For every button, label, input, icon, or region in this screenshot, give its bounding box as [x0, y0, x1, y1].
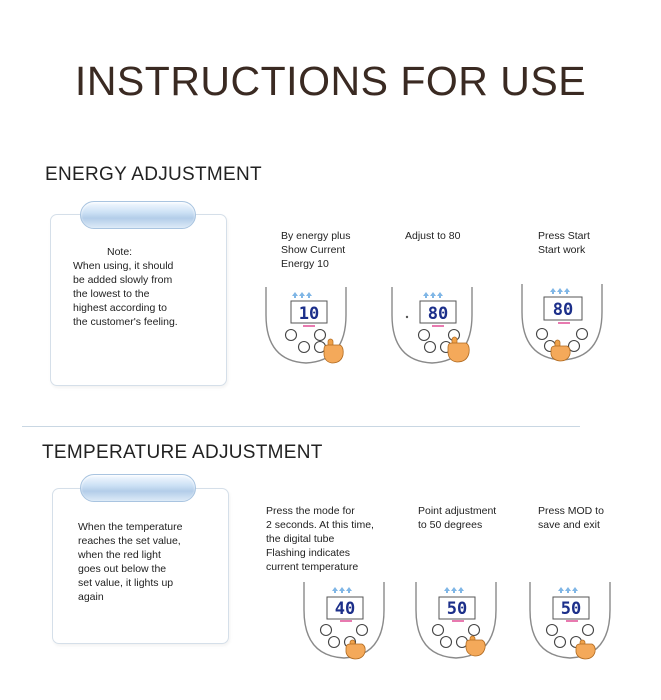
temperature-step-3-text: Press MOD to save and exit: [538, 505, 604, 531]
control-panel-illustration: [414, 582, 498, 660]
energy-note-text: Note: When using, it should be added slowly from the lowest to the highest according to the customer's feeling.: [73, 246, 178, 328]
temperature-note-clip: [80, 474, 196, 502]
energy-step-3-text: Press Start Start work: [538, 230, 590, 256]
indicator-arrows-icon: [550, 288, 570, 294]
temperature-step-1-text: Press the mode for 2 seconds. At this time, the digital tube Flashing indicates current temperature: [266, 505, 374, 573]
indicator-arrows-icon: [332, 587, 352, 593]
energy-device-3: [520, 284, 604, 367]
energy-device-1: [264, 287, 348, 370]
control-panel-illustration: [390, 287, 474, 365]
panel-button-center: [299, 342, 310, 353]
temperature-device-2: [414, 582, 498, 665]
control-panel-illustration: [520, 284, 604, 362]
energy-step-1-text: By energy plus Show Current Energy 10: [281, 230, 351, 270]
indicator-arrows-icon: [444, 587, 464, 593]
section-divider: [22, 426, 580, 427]
control-panel-illustration: [264, 287, 348, 365]
temperature-step-2-text: Point adjustment to 50 degrees: [418, 505, 497, 531]
digital-display: 10: [298, 304, 320, 324]
panel-button-right: [315, 330, 326, 341]
panel-button-left: [286, 330, 297, 341]
digital-display: 50: [560, 599, 582, 619]
digital-display: 80: [552, 300, 574, 320]
energy-step-2-text: Adjust to 80: [405, 230, 461, 242]
digital-display: 40: [334, 599, 356, 619]
energy-device-2: [390, 287, 474, 370]
temperature-device-3: [528, 582, 612, 665]
indicator-arrows-icon: [292, 292, 312, 298]
control-panel-illustration: [302, 582, 386, 660]
temperature-note-text: When the temperature reaches the set value, when the red light goes out below the set value, it lights up again: [78, 521, 183, 603]
control-panel-illustration: [528, 582, 612, 660]
digital-display: 50: [446, 599, 468, 619]
temperature-heading: TEMPERATURE ADJUSTMENT: [42, 442, 323, 463]
energy-note-clip: [80, 201, 196, 229]
temperature-device-1: [302, 582, 386, 665]
page-title: INSTRUCTIONS FOR USE: [74, 58, 587, 104]
indicator-arrows-icon: [423, 292, 443, 298]
indicator-arrows-icon: [558, 587, 578, 593]
digital-display: 80: [427, 304, 449, 324]
energy-heading: ENERGY ADJUSTMENT: [45, 164, 262, 185]
